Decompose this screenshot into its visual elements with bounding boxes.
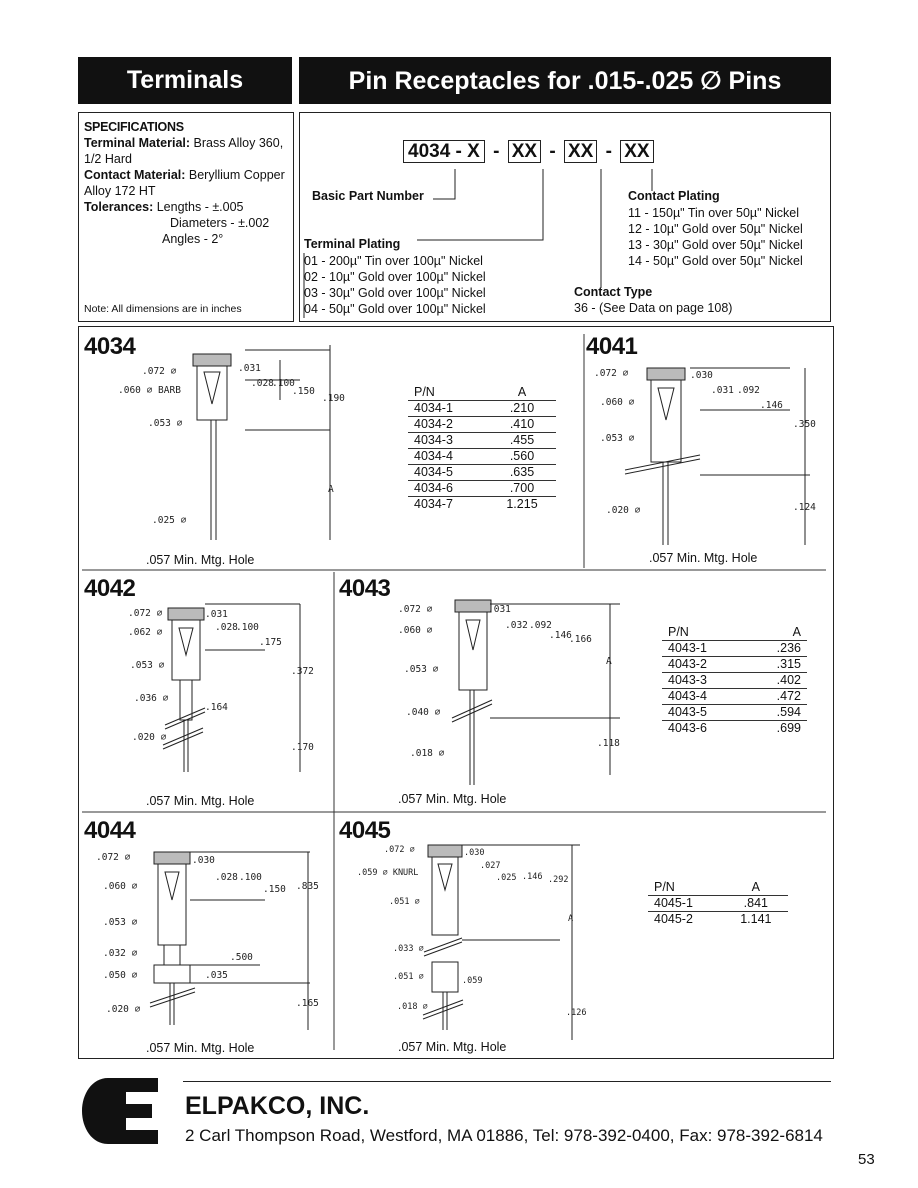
terminal-plating-item: 01 - 200µ" Tin over 100µ" Nickel — [304, 254, 483, 268]
dim-4044-835: .835 — [296, 881, 319, 892]
contact-type-title: Contact Type — [574, 285, 653, 299]
part-code-xx: XX — [564, 140, 597, 163]
contact-plating-title: Contact Plating — [628, 189, 720, 203]
section-title-4045: 4045 — [339, 817, 391, 844]
table-4034-h-a: A — [488, 385, 556, 401]
a-cell: .455 — [488, 433, 556, 449]
dim-4041-146: .146 — [760, 400, 783, 411]
dim-4042-175: .175 — [259, 637, 282, 648]
terminal-plating-item: 04 - 50µ" Gold over 100µ" Nickel — [304, 302, 486, 316]
pn-cell: 4043-1 — [662, 641, 747, 657]
dim-4044-500: .500 — [230, 952, 253, 963]
dim-4045-033: .033 ∅ — [393, 944, 424, 954]
a-cell: .210 — [488, 401, 556, 417]
dim-4034-028: .028 — [251, 378, 274, 389]
spec-contact-material-label: Contact Material: — [84, 168, 186, 182]
dim-4044-060: .060 ∅ — [103, 881, 138, 892]
spec-terminal-material-label: Terminal Material: — [84, 136, 191, 150]
mtg-hole-4042: .057 Min. Mtg. Hole — [146, 794, 255, 808]
mtg-hole-4044: .057 Min. Mtg. Hole — [146, 1041, 255, 1055]
pn-cell: 4034-1 — [408, 401, 488, 417]
dim-4034-100: .100 — [272, 378, 295, 389]
spec-tol-lengths: Lengths - ±.005 — [156, 200, 244, 214]
pn-cell: 4043-3 — [662, 673, 747, 689]
dim-4045-059-knurl: .059 ∅ KNURL — [357, 868, 419, 878]
dim-4044-072: .072 ∅ — [96, 852, 131, 863]
mtg-hole-4041: .057 Min. Mtg. Hole — [649, 551, 758, 565]
spec-note: Note: All dimensions are in inches — [84, 303, 242, 315]
dim-4043-060: .060 ∅ — [398, 625, 433, 636]
dim-4043-118: .118 — [597, 738, 620, 749]
dim-4045-051b: .051 ∅ — [393, 972, 424, 982]
part-code-base: 4034 - X — [403, 140, 485, 163]
dim-4041-124: .124 — [793, 502, 816, 513]
dim-4034-a: A — [328, 484, 334, 495]
basic-part-label: Basic Part Number — [312, 189, 424, 203]
page-number: 53 — [858, 1151, 875, 1168]
a-cell: .560 — [488, 449, 556, 465]
dim-4043-032: .032 — [505, 620, 528, 631]
dim-4042-170: .170 — [291, 742, 314, 753]
pn-cell: 4043-2 — [662, 657, 747, 673]
dim-4041-030: .030 — [690, 370, 713, 381]
pn-cell: 4034-6 — [408, 481, 488, 497]
dim-4044-100: .100 — [239, 872, 262, 883]
contact-plating-item: 11 - 150µ" Tin over 50µ" Nickel — [628, 206, 800, 220]
company-address: 2 Carl Thompson Road, Westford, MA 01886, Tel: 978-392-0400, Fax: 978-392-6814 — [185, 1126, 823, 1145]
dim-4044-020: .020 ∅ — [106, 1004, 141, 1015]
terminal-plating-title: Terminal Plating — [304, 237, 401, 251]
table-4034-h-pn: P/N — [408, 385, 488, 401]
spec-terminal-material-value: Brass Alloy 360, 1/2 Hard — [84, 136, 284, 166]
dim-4042-036: .036 ∅ — [134, 693, 169, 704]
spec-tol-diameters: Diameters - ±.002 — [170, 216, 270, 230]
dim-4042-072: .072 ∅ — [128, 608, 163, 619]
section-title-4034: 4034 — [84, 333, 136, 360]
pn-cell: 4034-5 — [408, 465, 488, 481]
a-cell: .700 — [488, 481, 556, 497]
dim-4043-031: .031 — [488, 604, 511, 615]
footer-rule — [183, 1081, 831, 1082]
mtg-hole-4034: .057 Min. Mtg. Hole — [146, 553, 255, 567]
section-title-4041: 4041 — [586, 333, 638, 360]
table-4043-h-pn: P/N — [662, 625, 747, 641]
dim-4043-053: .053 ∅ — [404, 664, 439, 675]
dim-4044-028: .028 — [215, 872, 238, 883]
a-cell: .410 — [488, 417, 556, 433]
dim-4044-050: .050 ∅ — [103, 970, 138, 981]
dim-4043-166: .166 — [569, 634, 592, 645]
table-row — [648, 896, 788, 912]
a-cell: .472 — [747, 689, 807, 705]
mtg-hole-4045: .057 Min. Mtg. Hole — [398, 1040, 507, 1054]
dim-4045-072: .072 ∅ — [384, 845, 415, 855]
mtg-hole-4043: .057 Min. Mtg. Hole — [398, 792, 507, 806]
company-name: ELPAKCO, INC. — [185, 1092, 370, 1120]
a-cell: .402 — [747, 673, 807, 689]
section-title-4042: 4042 — [84, 575, 136, 602]
pn-cell: 4043-5 — [662, 705, 747, 721]
table-4045-h-a: A — [724, 880, 788, 896]
dim-4043-a: A — [606, 656, 612, 667]
dim-4045-051: .051 ∅ — [389, 897, 420, 907]
contact-type-value: 36 - (See Data on page 108) — [574, 301, 733, 315]
table-4045-header — [648, 880, 788, 896]
table-4043-h-a: A — [747, 625, 807, 641]
dim-4042-031: .031 — [205, 609, 228, 620]
dim-4041-053: .053 ∅ — [600, 433, 635, 444]
pn-cell: 4043-4 — [662, 689, 747, 705]
dim-4034-060-barb: .060 ∅ BARB — [118, 385, 181, 396]
dim-4045-018: .018 ∅ — [397, 1002, 428, 1012]
dim-4043-092: .092 — [529, 620, 552, 631]
spec-tol-angles: Angles - 2° — [162, 232, 224, 246]
table-4045-h-pn: P/N — [648, 880, 724, 896]
dim-4042-100: .100 — [236, 622, 259, 633]
dim-4045-146: .146 — [522, 872, 543, 882]
header-right-title: Pin Receptacles for .015-.025 ∅ Pins — [348, 66, 782, 95]
a-cell: .635 — [488, 465, 556, 481]
pn-cell: 4034-7 — [414, 497, 453, 511]
dim-4034-072: .072 ∅ — [142, 366, 177, 377]
dim-4042-164: .164 — [205, 702, 228, 713]
a-cell: .236 — [747, 641, 807, 657]
spec-heading: SPECIFICATIONS — [84, 120, 184, 134]
dim-4044-150: .150 — [263, 884, 286, 895]
part-code-xx: XX — [508, 140, 541, 163]
pn-cell: 4045-2 — [654, 912, 693, 926]
pn-cell: 4043-6 — [668, 721, 707, 735]
dim-4042-053: .053 ∅ — [130, 660, 165, 671]
dim-4042-062: .062 ∅ — [128, 627, 163, 638]
a-cell: .594 — [747, 705, 807, 721]
part-code-dash: - — [605, 141, 612, 162]
dim-4045-030: .030 — [464, 848, 485, 858]
dim-4045-027: .027 — [480, 861, 501, 871]
contact-plating-item: 14 - 50µ" Gold over 50µ" Nickel — [628, 254, 803, 268]
dim-4045-292: .292 — [548, 875, 569, 885]
dim-4043-040: .040 ∅ — [406, 707, 441, 718]
dim-4045-059: .059 — [462, 976, 483, 986]
dim-4043-146: .146 — [549, 630, 572, 641]
elpakco-logo-icon — [78, 1076, 160, 1146]
dim-4045-126: .126 — [566, 1008, 587, 1018]
a-cell: .841 — [724, 896, 788, 912]
contact-plating-item: 13 - 30µ" Gold over 50µ" Nickel — [628, 238, 803, 252]
dim-4034-053: .053 ∅ — [148, 418, 183, 429]
dim-4041-092: .092 — [737, 385, 760, 396]
dim-4043-018: .018 ∅ — [410, 748, 445, 759]
dim-4042-028: .028 — [215, 622, 238, 633]
section-title-4044: 4044 — [84, 817, 136, 844]
terminal-plating-item: 02 - 10µ" Gold over 100µ" Nickel — [304, 270, 486, 284]
dim-4034-150: .150 — [292, 386, 315, 397]
dim-4042-372: .372 — [291, 666, 314, 677]
dim-4045-025: .025 — [496, 873, 517, 883]
part-code-dash: - — [549, 141, 556, 162]
dim-4041-072: .072 ∅ — [594, 368, 629, 379]
a-cell: .699 — [776, 721, 801, 735]
terminal-plating-item: 03 - 30µ" Gold over 100µ" Nickel — [304, 286, 486, 300]
dim-4041-031: .031 — [711, 385, 734, 396]
dim-4044-030: .030 — [192, 855, 215, 866]
a-cell: .315 — [747, 657, 807, 673]
dim-4045-a: A — [568, 914, 574, 924]
pn-cell: 4034-4 — [408, 449, 488, 465]
dim-4034-031: .031 — [238, 363, 261, 374]
dim-4042-020: .020 ∅ — [132, 732, 167, 743]
pn-cell: 4034-2 — [408, 417, 488, 433]
dim-4041-060: .060 ∅ — [600, 397, 635, 408]
a-cell: 1.141 — [740, 912, 772, 926]
dim-4044-165: .165 — [296, 998, 319, 1009]
dim-4041-020: .020 ∅ — [606, 505, 641, 516]
header-left-title: Terminals — [126, 66, 244, 94]
part-code-dash: - — [493, 141, 500, 162]
pn-cell: 4034-3 — [408, 433, 488, 449]
a-cell: 1.215 — [506, 497, 538, 511]
dim-4044-035: .035 — [205, 970, 228, 981]
dim-4044-053: .053 ∅ — [103, 917, 138, 928]
spec-contact-material-value: Beryllium Copper Alloy 172 HT — [84, 168, 285, 198]
spec-tolerances-label: Tolerances: — [84, 200, 154, 214]
contact-plating-item: 12 - 10µ" Gold over 50µ" Nickel — [628, 222, 803, 236]
dim-4044-032: .032 ∅ — [103, 948, 138, 959]
table-4045 — [648, 880, 788, 927]
pn-cell: 4045-1 — [648, 896, 724, 912]
dim-4034-190: .190 — [322, 393, 345, 404]
dim-4043-072: .072 ∅ — [398, 604, 433, 615]
table-row — [648, 912, 788, 928]
dim-4034-025: .025 ∅ — [152, 515, 187, 526]
part-code-xx: XX — [620, 140, 653, 163]
dim-4041-350: .350 — [793, 419, 816, 430]
section-title-4043: 4043 — [339, 575, 391, 602]
